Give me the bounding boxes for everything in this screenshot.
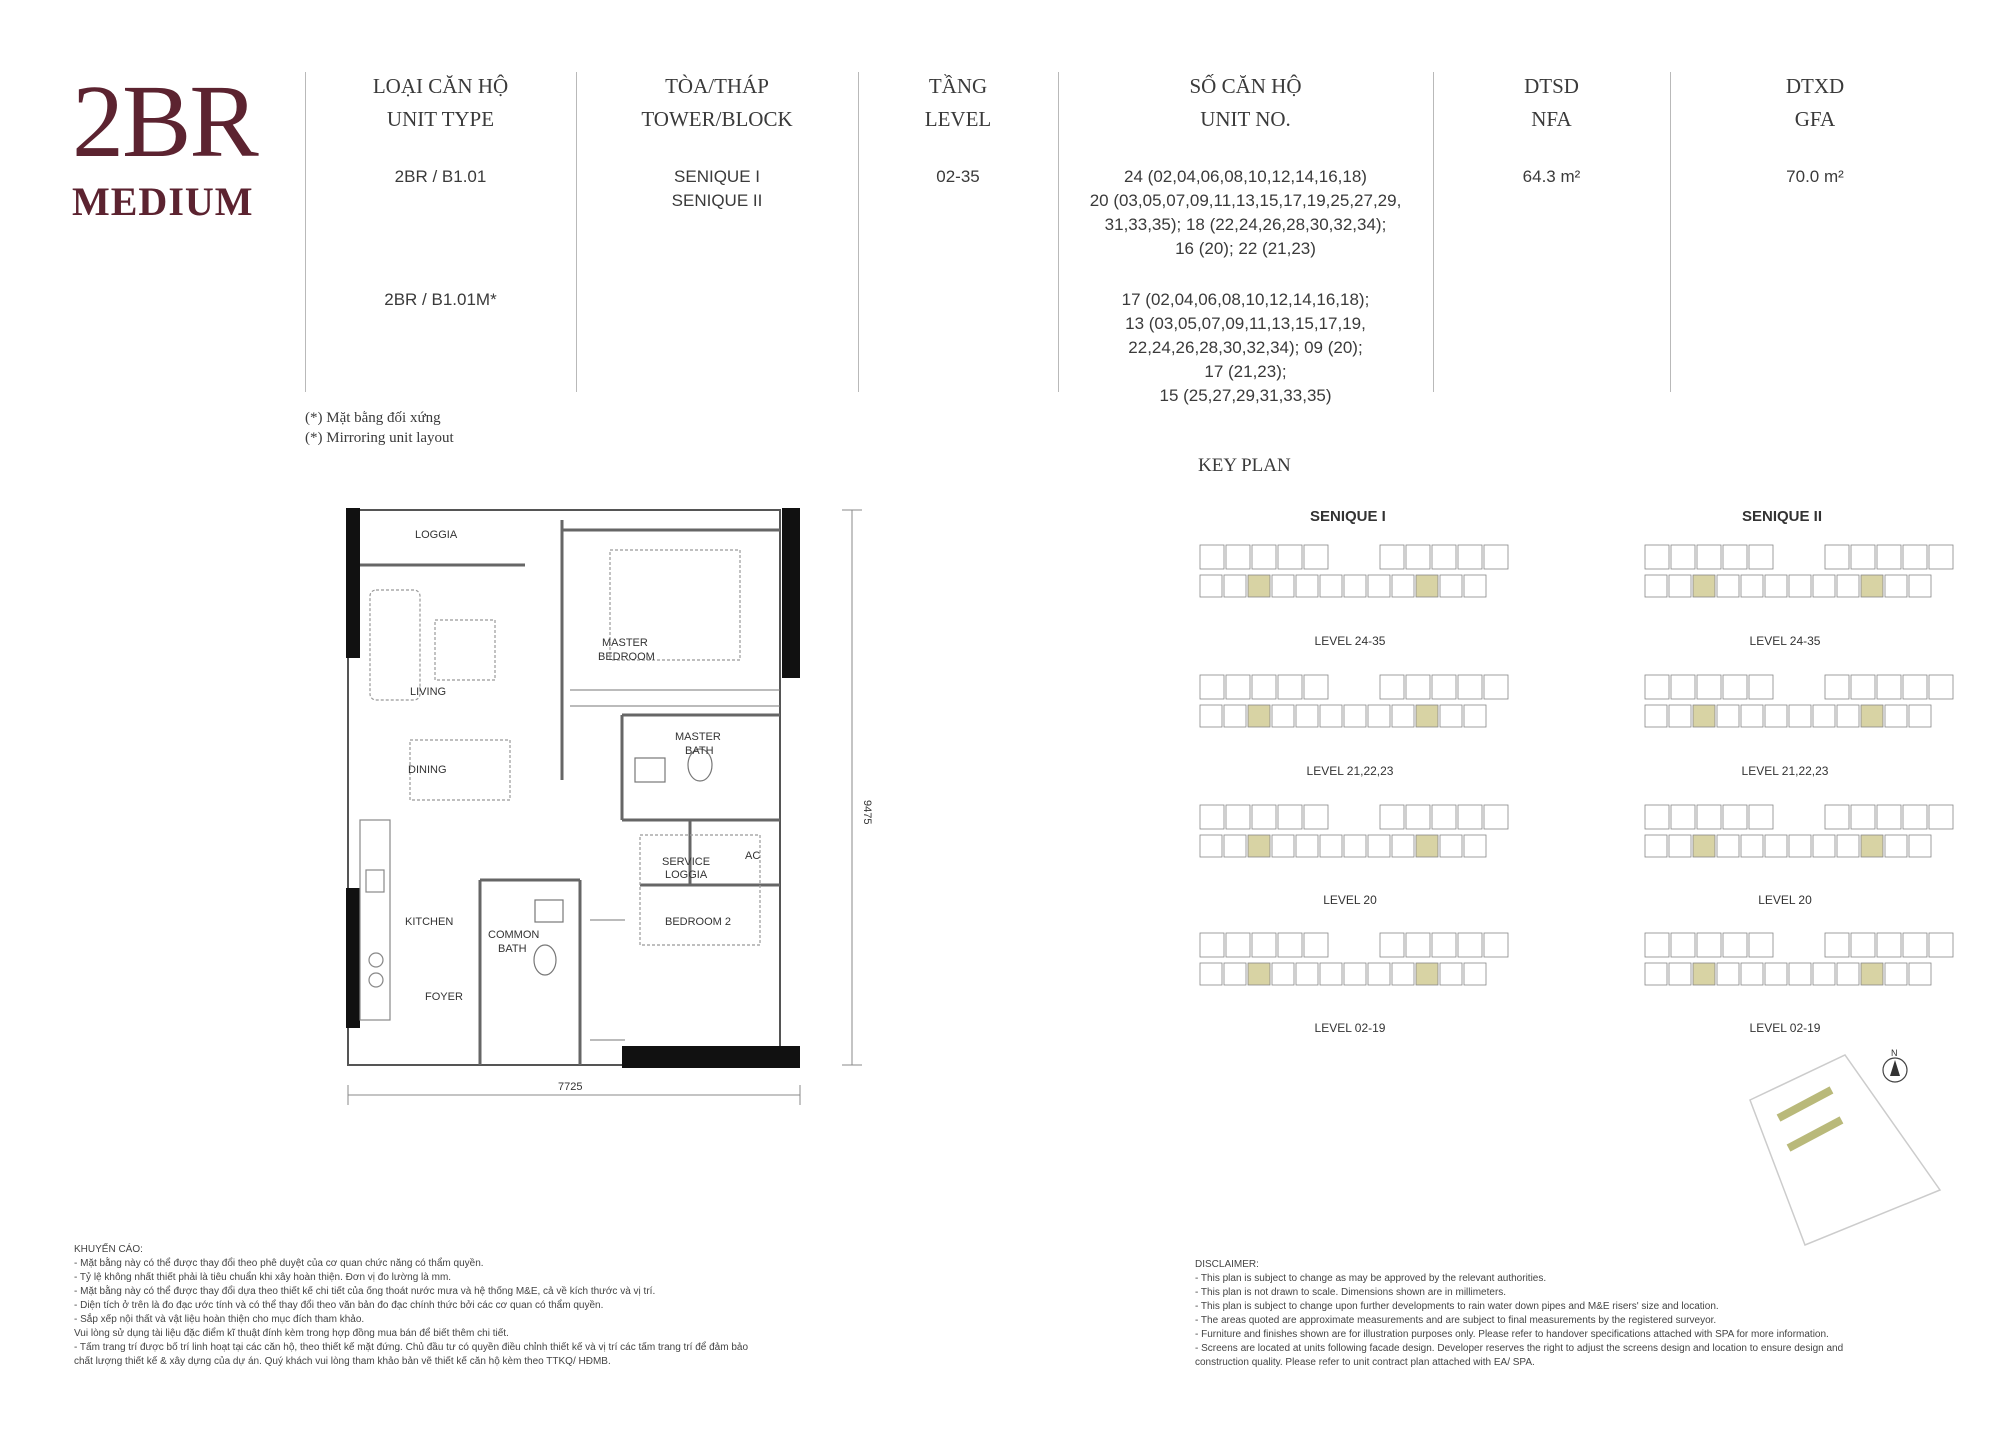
mini-unit — [1903, 675, 1927, 699]
mini-unit — [1837, 705, 1859, 727]
room-label: BATH — [498, 943, 527, 955]
mini-unit — [1200, 545, 1224, 569]
mini-unit — [1825, 545, 1849, 569]
site-plan — [1735, 1050, 1955, 1250]
mini-unit — [1432, 675, 1456, 699]
key-plan-title: KEY PLAN — [1198, 455, 1291, 476]
mini-unit — [1837, 575, 1859, 597]
mini-unit — [1226, 675, 1250, 699]
mini-unit — [1789, 835, 1811, 857]
tower-name: SENIQUE I — [1310, 508, 1386, 525]
mini-unit — [1224, 963, 1246, 985]
mini-unit — [1645, 705, 1667, 727]
mini-unit — [1368, 705, 1390, 727]
mini-unit — [1432, 805, 1456, 829]
disclaimer-english: DISCLAIMER: - This plan is subject to change as may be approved by the relevant authorities. - This plan is not drawn to scale. Dimensions shown are in millimeters. - This plan is subject to change upon further developments to rain water down pipes and M&E risers' size and location. - The areas quoted are approximate measurements and are subject to final measurements by the registered surveyor. - Furniture and finishes shown are for illustration purposes only. Please refer to handover specifications attached with SPA for more information. - Screens are located at units following facade design. Developer reserves the right to adjust the screens design and location to ensure design and construction quality. Please refer to unit contract plan attached with EA/ SPA. — [1195, 1259, 1844, 1368]
mini-unit — [1693, 835, 1715, 857]
mini-unit — [1671, 933, 1695, 957]
mini-unit — [1723, 675, 1747, 699]
mini-unit — [1392, 963, 1414, 985]
mini-unit — [1645, 835, 1667, 857]
mini-unit — [1344, 835, 1366, 857]
svg-text:N: N — [1891, 1048, 1898, 1058]
mini-unit — [1278, 933, 1302, 957]
mini-unit — [1278, 675, 1302, 699]
mini-unit — [1440, 705, 1462, 727]
unit-type-heading: 2BR — [72, 64, 257, 179]
mini-unit — [1671, 675, 1695, 699]
mini-unit — [1304, 933, 1328, 957]
mini-unit — [1741, 835, 1763, 857]
mini-unit — [1200, 835, 1222, 857]
mini-unit — [1693, 575, 1715, 597]
mini-unit — [1224, 835, 1246, 857]
room-label: FOYER — [425, 991, 463, 1003]
mini-unit — [1697, 545, 1721, 569]
mini-unit — [1368, 835, 1390, 857]
mini-unit — [1877, 675, 1901, 699]
mini-unit — [1432, 545, 1456, 569]
unit-floor-plan — [330, 490, 873, 1115]
mini-unit — [1929, 675, 1953, 699]
mini-unit — [1296, 835, 1318, 857]
mini-unit — [1837, 835, 1859, 857]
mini-unit — [1885, 963, 1907, 985]
mini-unit — [1458, 933, 1482, 957]
level-label: LEVEL 24-35 — [1314, 634, 1386, 648]
mini-unit — [1717, 575, 1739, 597]
header-tower: TÒA/THÁP TOWER/BLOCK — [641, 74, 793, 131]
mini-unit — [1909, 963, 1931, 985]
mini-unit — [1645, 545, 1669, 569]
mini-unit — [1304, 675, 1328, 699]
mini-unit — [1200, 705, 1222, 727]
mini-unit — [1248, 835, 1270, 857]
mini-unit — [1416, 705, 1438, 727]
mini-unit — [1344, 705, 1366, 727]
mini-unit — [1320, 835, 1342, 857]
mini-unit — [1484, 933, 1508, 957]
mini-level-plan — [1645, 675, 1953, 727]
header-unit-type: LOẠI CĂN HỘ UNIT TYPE — [372, 74, 509, 131]
room-label: BEDROOM — [598, 651, 655, 663]
mini-unit — [1813, 835, 1835, 857]
mini-unit — [1851, 545, 1875, 569]
mini-unit — [1380, 933, 1404, 957]
mini-unit — [1200, 805, 1224, 829]
header-nfa: DTSD NFA — [1524, 74, 1579, 131]
mini-unit — [1645, 963, 1667, 985]
unit-type-cell: 2BR / B1.01 — [394, 167, 487, 186]
room-label: KITCHEN — [405, 916, 454, 928]
level-label: LEVEL 20 — [1323, 893, 1377, 907]
mirror-note: (*) Mặt bằng đối xứng (*) Mirroring unit layout — [305, 410, 454, 446]
mini-unit — [1825, 933, 1849, 957]
mini-unit — [1458, 805, 1482, 829]
tower-cell: SENIQUE I SENIQUE II — [671, 167, 763, 210]
mini-unit — [1392, 705, 1414, 727]
unit-brand-title — [72, 64, 257, 225]
mini-unit — [1200, 963, 1222, 985]
level-label: LEVEL 02-19 — [1749, 1021, 1821, 1035]
height-dimension: 9475 — [861, 800, 873, 825]
mini-unit — [1749, 675, 1773, 699]
mini-unit — [1248, 963, 1270, 985]
mini-unit — [1380, 545, 1404, 569]
mini-unit — [1296, 963, 1318, 985]
mini-unit — [1416, 835, 1438, 857]
mini-unit — [1903, 805, 1927, 829]
header-unit-no: SỐ CĂN HỘ UNIT NO. — [1189, 74, 1302, 131]
mini-unit — [1252, 675, 1276, 699]
unit-no-cell: 24 (02,04,06,08,10,12,14,16,18) 20 (03,05,07,09,11,13,15,17,19,25,27,29, 31,33,35); 18 (22,24,26,28,30,32,34); 16 (20); 22 (21,23) — [1089, 167, 1402, 258]
mini-unit — [1484, 675, 1508, 699]
mini-unit — [1252, 933, 1276, 957]
key-plan-diagrams — [1190, 535, 1970, 1035]
mini-unit — [1697, 675, 1721, 699]
mini-unit — [1368, 963, 1390, 985]
mini-unit — [1464, 835, 1486, 857]
mini-unit — [1741, 575, 1763, 597]
mini-unit — [1344, 575, 1366, 597]
mini-unit — [1344, 963, 1366, 985]
mini-unit — [1903, 933, 1927, 957]
mini-unit — [1440, 575, 1462, 597]
mini-unit — [1458, 675, 1482, 699]
mini-level-plan — [1200, 675, 1508, 727]
mini-unit — [1885, 705, 1907, 727]
mini-unit — [1380, 805, 1404, 829]
room-label: COMMON — [488, 929, 540, 941]
unit-type-cell: 2BR / B1.01M* — [384, 290, 497, 309]
mini-unit — [1929, 545, 1953, 569]
mini-unit — [1406, 933, 1430, 957]
mini-unit — [1296, 705, 1318, 727]
mini-unit — [1392, 835, 1414, 857]
mini-unit — [1909, 705, 1931, 727]
mini-unit — [1723, 933, 1747, 957]
room-label: BATH — [685, 745, 714, 757]
mini-unit — [1813, 963, 1835, 985]
mini-unit — [1645, 805, 1669, 829]
header-level: TẦNG LEVEL — [924, 74, 992, 131]
mini-unit — [1484, 545, 1508, 569]
mini-unit — [1885, 835, 1907, 857]
mini-unit — [1825, 805, 1849, 829]
mini-unit — [1406, 805, 1430, 829]
mini-level-plan — [1645, 545, 1953, 597]
room-label: SERVICE — [662, 856, 711, 868]
mini-unit — [1200, 675, 1224, 699]
mini-unit — [1304, 545, 1328, 569]
mini-unit — [1645, 575, 1667, 597]
mini-unit — [1671, 545, 1695, 569]
mini-unit — [1248, 705, 1270, 727]
mini-unit — [1749, 933, 1773, 957]
mini-unit — [1416, 963, 1438, 985]
mini-level-plan — [1200, 805, 1508, 857]
mini-unit — [1789, 963, 1811, 985]
mini-unit — [1861, 705, 1883, 727]
mini-unit — [1741, 705, 1763, 727]
room-label: MASTER — [675, 731, 721, 743]
mini-unit — [1484, 805, 1508, 829]
mini-unit — [1929, 933, 1953, 957]
mini-unit — [1278, 805, 1302, 829]
room-label: DINING — [408, 764, 447, 776]
room-label: LOGGIA — [415, 529, 458, 541]
mini-unit — [1380, 675, 1404, 699]
mini-unit — [1693, 705, 1715, 727]
mini-unit — [1861, 575, 1883, 597]
room-label: MASTER — [602, 637, 648, 649]
mini-unit — [1877, 933, 1901, 957]
mini-level-plan — [1645, 805, 1953, 857]
level-label: LEVEL 20 — [1758, 893, 1812, 907]
mini-unit — [1224, 575, 1246, 597]
disclaimer-vietnamese: KHUYẾN CÁO: - Mặt bằng này có thể được thay đổi theo phê duyệt của cơ quan chức năng có thẩm quyền. - Tỷ lệ không nhất thiết phải là tiêu chuẩn khi xây hoàn thiện. Đơn vị đo lường là mm. - Mặt bằng này có thể được thay đổi dựa theo thiết kế chi tiết của ống thoát nước mưa và hệ thống M&E, cả về kích thước và vị trí. - Diện tích ở trên là đo đạc ước tính và có thể thay đổi theo văn bản đo đạc chính thức bởi các cơ quan có thẩm quyền. - Sắp xếp nội thất và vật liệu hoàn thiện cho mục đích tham khảo. Vui lòng sử dụng tài liệu đặc điểm kĩ thuật đính kèm trong hợp đồng mua bán để biết thêm chi tiết. - Tấm trang trí được bố trí linh hoạt tại các căn hộ, theo thiết kế mặt đứng. Chủ đầu tư có quyền điều chỉnh thiết kế và vị trí các tấm trang trí để đảm bảo chất lượng thiết kế & xây dựng của dự án. Quý khách vui lòng tham khảo bản vẽ thiết kế căn hộ kèm theo TTKQ/ HĐMB. — [74, 1244, 749, 1367]
mini-unit — [1272, 705, 1294, 727]
mini-unit — [1224, 705, 1246, 727]
mini-unit — [1693, 963, 1715, 985]
mini-unit — [1645, 933, 1669, 957]
level-label: LEVEL 21,22,23 — [1741, 764, 1829, 778]
mini-unit — [1272, 835, 1294, 857]
room-label: LOGGIA — [665, 869, 708, 881]
mini-unit — [1392, 575, 1414, 597]
nfa-cell: 64.3 m² — [1522, 167, 1581, 186]
mini-unit — [1851, 675, 1875, 699]
mini-unit — [1717, 705, 1739, 727]
mini-unit — [1252, 805, 1276, 829]
mini-unit — [1440, 835, 1462, 857]
mini-unit — [1697, 805, 1721, 829]
mini-unit — [1464, 575, 1486, 597]
mini-unit — [1226, 545, 1250, 569]
mini-unit — [1717, 963, 1739, 985]
mini-unit — [1464, 705, 1486, 727]
mini-unit — [1432, 933, 1456, 957]
mini-unit — [1458, 545, 1482, 569]
mini-unit — [1909, 835, 1931, 857]
mini-unit — [1929, 805, 1953, 829]
room-label: BEDROOM 2 — [665, 916, 732, 928]
level-label: LEVEL 02-19 — [1314, 1021, 1386, 1035]
mini-unit — [1669, 705, 1691, 727]
room-label: LIVING — [410, 686, 447, 698]
mini-unit — [1278, 545, 1302, 569]
mini-unit — [1765, 835, 1787, 857]
mini-unit — [1861, 963, 1883, 985]
mini-unit — [1903, 545, 1927, 569]
mini-unit — [1669, 575, 1691, 597]
mini-unit — [1877, 545, 1901, 569]
north-arrow — [1883, 1048, 1907, 1082]
mini-unit — [1851, 805, 1875, 829]
mini-unit — [1765, 575, 1787, 597]
mini-unit — [1320, 963, 1342, 985]
mini-unit — [1272, 963, 1294, 985]
mini-unit — [1226, 805, 1250, 829]
mini-unit — [1789, 705, 1811, 727]
mini-unit — [1226, 933, 1250, 957]
mini-unit — [1765, 705, 1787, 727]
mini-unit — [1717, 835, 1739, 857]
mini-unit — [1200, 575, 1222, 597]
mini-unit — [1861, 835, 1883, 857]
mini-level-plan — [1200, 933, 1508, 985]
mini-unit — [1304, 805, 1328, 829]
mini-unit — [1837, 963, 1859, 985]
mini-unit — [1813, 705, 1835, 727]
mini-unit — [1765, 963, 1787, 985]
mini-unit — [1671, 805, 1695, 829]
mini-unit — [1645, 675, 1669, 699]
level-label: LEVEL 21,22,23 — [1306, 764, 1394, 778]
mini-unit — [1877, 805, 1901, 829]
gfa-cell: 70.0 m² — [1786, 167, 1844, 186]
unit-size-subheading: MEDIUM — [72, 179, 254, 224]
mini-unit — [1416, 575, 1438, 597]
mini-unit — [1723, 805, 1747, 829]
mini-unit — [1749, 545, 1773, 569]
mini-unit — [1669, 835, 1691, 857]
mini-unit — [1406, 675, 1430, 699]
level-cell: 02-35 — [936, 167, 980, 186]
tower-name: SENIQUE II — [1742, 508, 1823, 525]
mini-level-plan — [1645, 933, 1953, 985]
mini-unit — [1200, 933, 1224, 957]
mini-unit — [1697, 933, 1721, 957]
mini-unit — [1406, 545, 1430, 569]
mini-unit — [1320, 575, 1342, 597]
mini-unit — [1749, 805, 1773, 829]
room-label: AC — [745, 850, 761, 862]
level-label: LEVEL 24-35 — [1749, 634, 1821, 648]
mini-unit — [1248, 575, 1270, 597]
unit-no-cell: 17 (02,04,06,08,10,12,14,16,18); 13 (03,05,07,09,11,13,15,17,19, 22,24,26,28,30,32,34); 09 (20); 17 (21,23); 15 (25,27,29,31,33,35) — [1121, 290, 1370, 405]
mini-unit — [1909, 575, 1931, 597]
mini-unit — [1464, 963, 1486, 985]
mini-unit — [1885, 575, 1907, 597]
mini-unit — [1252, 545, 1276, 569]
width-dimension: 7725 — [558, 1081, 583, 1093]
mini-level-plan — [1200, 545, 1508, 597]
mini-unit — [1851, 933, 1875, 957]
mini-unit — [1320, 705, 1342, 727]
mini-unit — [1825, 675, 1849, 699]
mini-unit — [1440, 963, 1462, 985]
mini-unit — [1723, 545, 1747, 569]
header-gfa: DTXD GFA — [1785, 74, 1845, 131]
mini-unit — [1741, 963, 1763, 985]
mini-unit — [1789, 575, 1811, 597]
mini-unit — [1669, 963, 1691, 985]
mini-unit — [1368, 575, 1390, 597]
mini-unit — [1272, 575, 1294, 597]
mini-unit — [1813, 575, 1835, 597]
mini-unit — [1296, 575, 1318, 597]
